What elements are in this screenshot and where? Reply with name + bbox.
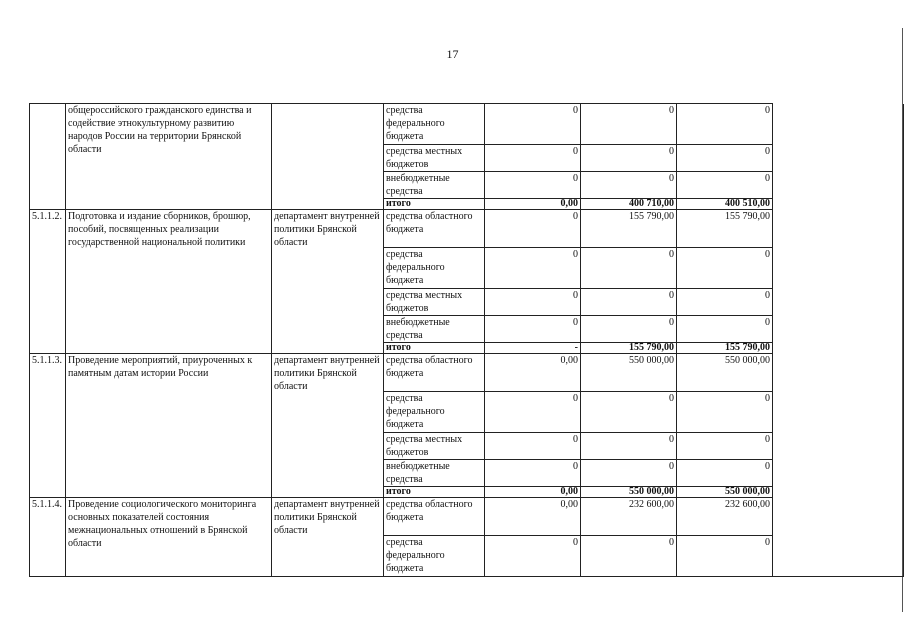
- item-code: 5.1.1.4.: [30, 498, 66, 577]
- item-code: [30, 104, 66, 210]
- funding-source: внебюджетные средства: [384, 460, 485, 487]
- value-cell: 0: [485, 536, 581, 577]
- value-cell: 0: [485, 316, 581, 343]
- value-cell: 0: [677, 433, 773, 460]
- value-cell: 0: [485, 172, 581, 199]
- value-cell: 0: [485, 248, 581, 289]
- funding-source: средства федерального бюджета: [384, 248, 485, 289]
- budget-table: [29, 103, 904, 577]
- funding-source: средства федерального бюджета: [384, 536, 485, 577]
- table-row: [30, 104, 904, 145]
- value-cell: 0: [581, 104, 677, 145]
- empty-cell: [773, 248, 904, 289]
- funding-source: внебюджетные средства: [384, 316, 485, 343]
- empty-cell: [773, 172, 904, 199]
- value-cell: 550 000,00: [677, 354, 773, 392]
- value-cell: 0: [581, 392, 677, 433]
- total-label: итого: [384, 487, 485, 498]
- value-cell: 155 790,00: [581, 210, 677, 248]
- empty-cell: [773, 487, 904, 498]
- funding-source: средства федерального бюджета: [384, 104, 485, 145]
- responsible-executor: департамент внутренней политики Брянской области: [272, 210, 384, 354]
- empty-cell: [773, 392, 904, 433]
- empty-cell: [773, 289, 904, 316]
- total-value: -: [485, 343, 581, 354]
- funding-source: средства местных бюджетов: [384, 145, 485, 172]
- value-cell: 0: [581, 145, 677, 172]
- funding-source: средства областного бюджета: [384, 210, 485, 248]
- value-cell: 0: [677, 172, 773, 199]
- funding-source: внебюджетные средства: [384, 172, 485, 199]
- value-cell: 0: [485, 433, 581, 460]
- value-cell: 0,00: [485, 354, 581, 392]
- funding-source: средства федерального бюджета: [384, 392, 485, 433]
- empty-cell: [773, 460, 904, 487]
- value-cell: 232 600,00: [581, 498, 677, 536]
- value-cell: 0: [677, 460, 773, 487]
- value-cell: 0: [677, 248, 773, 289]
- total-value: 0,00: [485, 487, 581, 498]
- value-cell: 0: [485, 104, 581, 145]
- value-cell: 0: [581, 536, 677, 577]
- total-value: 0,00: [485, 199, 581, 210]
- item-code: 5.1.1.2.: [30, 210, 66, 354]
- value-cell: 0: [677, 145, 773, 172]
- funding-source: средства областного бюджета: [384, 498, 485, 536]
- value-cell: 0: [485, 289, 581, 316]
- activity-title: общероссийского гражданского единства и содействие этнокультурному развитию народов России на территории Брянской области: [66, 104, 272, 210]
- total-value: 155 790,00: [677, 343, 773, 354]
- total-label: итого: [384, 343, 485, 354]
- table-row: [30, 354, 904, 392]
- value-cell: 155 790,00: [677, 210, 773, 248]
- empty-cell: [773, 343, 904, 354]
- activity-title: Проведение социологического мониторинга основных показателей состояния межнациональных отношений в Брянской области: [66, 498, 272, 577]
- activity-title: Подготовка и издание сборников, брошюр, пособий, посвященных реализации государственной национальной политики: [66, 210, 272, 354]
- value-cell: 0: [581, 433, 677, 460]
- funding-source: средства областного бюджета: [384, 354, 485, 392]
- value-cell: 0: [581, 316, 677, 343]
- empty-cell: [773, 354, 904, 392]
- table-row: [30, 498, 904, 536]
- value-cell: 0: [677, 316, 773, 343]
- total-value: 550 000,00: [581, 487, 677, 498]
- activity-title: Проведение мероприятий, приуроченных к памятным датам истории России: [66, 354, 272, 498]
- value-cell: 0: [677, 104, 773, 145]
- value-cell: 0: [581, 460, 677, 487]
- value-cell: 0,00: [485, 498, 581, 536]
- total-value: 550 000,00: [677, 487, 773, 498]
- responsible-executor: [272, 104, 384, 210]
- total-label: итого: [384, 199, 485, 210]
- empty-cell: [773, 316, 904, 343]
- item-code: 5.1.1.3.: [30, 354, 66, 498]
- empty-cell: [773, 433, 904, 460]
- value-cell: 0: [581, 248, 677, 289]
- responsible-executor: департамент внутренней политики Брянской области: [272, 498, 384, 577]
- empty-cell: [773, 145, 904, 172]
- empty-cell: [773, 210, 904, 248]
- total-value: 155 790,00: [581, 343, 677, 354]
- value-cell: 550 000,00: [581, 354, 677, 392]
- value-cell: 0: [485, 145, 581, 172]
- empty-cell: [773, 498, 904, 536]
- empty-cell: [773, 536, 904, 577]
- value-cell: 0: [485, 460, 581, 487]
- empty-cell: [773, 199, 904, 210]
- responsible-executor: департамент внутренней политики Брянской области: [272, 354, 384, 498]
- funding-source: средства местных бюджетов: [384, 289, 485, 316]
- total-value: 400 510,00: [677, 199, 773, 210]
- value-cell: 0: [485, 210, 581, 248]
- funding-source: средства местных бюджетов: [384, 433, 485, 460]
- page-number: 17: [446, 47, 459, 61]
- value-cell: 0: [485, 392, 581, 433]
- empty-cell: [773, 104, 904, 145]
- value-cell: 0: [677, 536, 773, 577]
- total-value: 400 710,00: [581, 199, 677, 210]
- table-row: [30, 210, 904, 248]
- value-cell: 0: [677, 289, 773, 316]
- value-cell: 232 600,00: [677, 498, 773, 536]
- value-cell: 0: [677, 392, 773, 433]
- value-cell: 0: [581, 289, 677, 316]
- value-cell: 0: [581, 172, 677, 199]
